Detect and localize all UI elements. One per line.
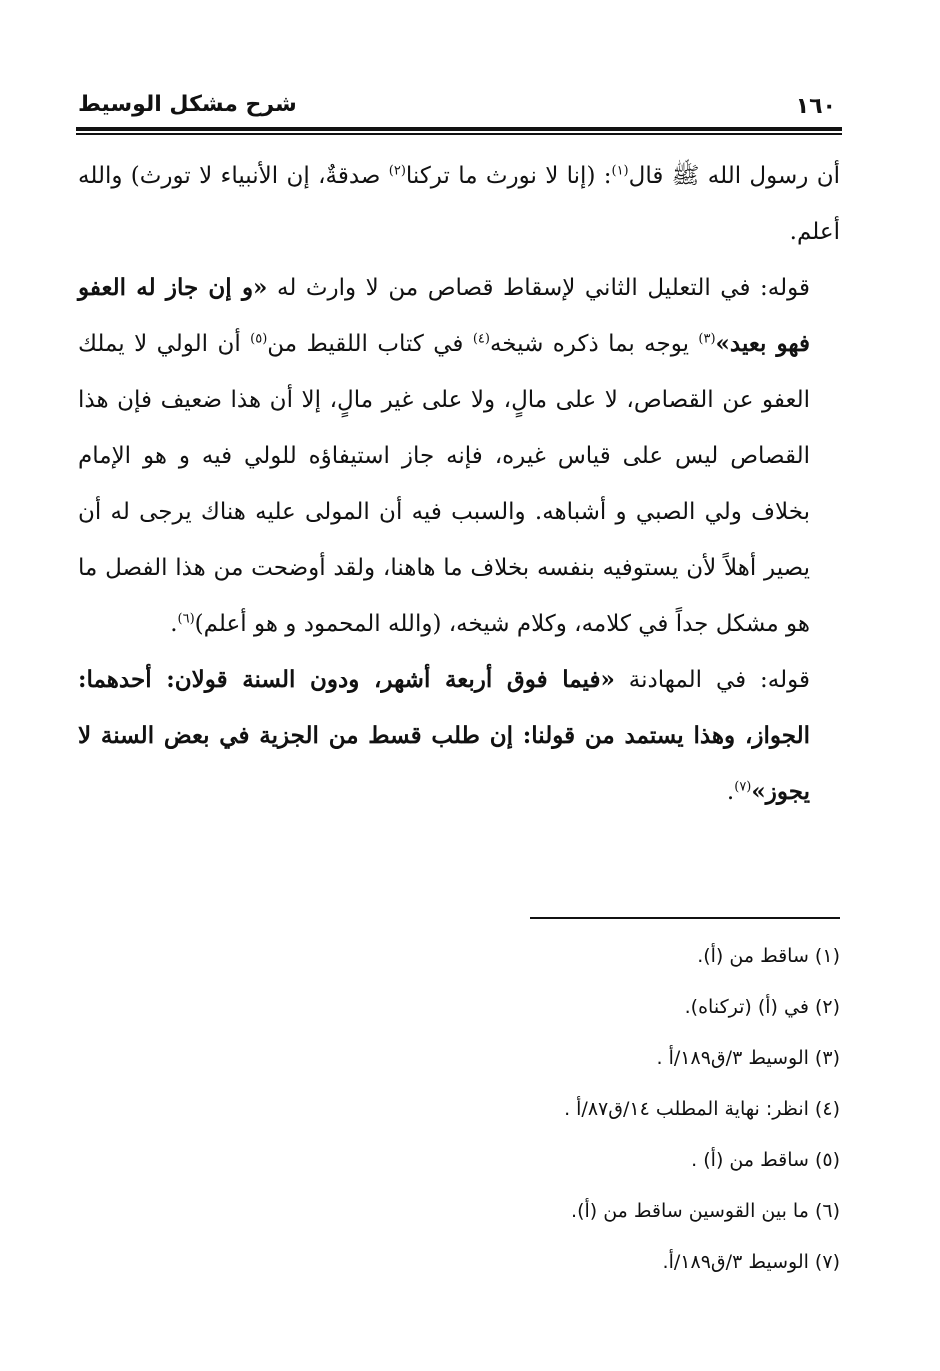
text-segment: أن الولي لا يملك العفو عن القصاص، لا على مالٍ، ولا على غير مالٍ، إلا أن هذا ضعيف فإن هذا القصاص ليس على قياس غيره، فإنه جاز استيفاؤه للولي فيه و هو الإمام بخلاف ولي الصبي و أشباهه. والسبب فيه أن المولى عليه هناك يرجى له أن يصير أهلاً لأن يستوفيه بنفسه بخلاف ما هاهنا، ولقد أوضحت من هذا الفصل ما هو مشكل جداً في كلامه، وكلام شيخه، (والله المحمود و هو أعلم) xyxy=(78,331,810,637)
footnote-ref: (٦) xyxy=(177,611,195,627)
text-segment: يوجه بما ذكره شيخه xyxy=(489,331,699,357)
footnote-5: (٥) ساقط من (أ) . xyxy=(691,1149,840,1171)
footnote-ref: (١) xyxy=(611,163,629,179)
footnote-1: (١) ساقط من (أ). xyxy=(697,945,840,967)
footnote-7: (٧) الوسيط ٣/ق١٨٩/أ. xyxy=(662,1251,840,1273)
text-segment: : (إنا لا نورث ما تركنا xyxy=(405,163,612,189)
quoted-text: «فيما فوق أربعة أشهر، ودون السنة قولان: أحدهما: الجواز، وهذا يستمد من قولنا: إن طلب قسط من الجزية في بعض السنة لا يجوز» xyxy=(78,666,810,805)
header-rule-thin xyxy=(76,133,842,135)
text-segment: . xyxy=(726,779,735,805)
footnote-ref: (٧) xyxy=(734,779,752,795)
text-segment: قوله: في التعليل الثاني لإسقاط قصاص من لا وارث له xyxy=(267,275,810,301)
footnote-ref: (٤) xyxy=(472,331,490,347)
footnote-4: (٤) انظر: نهاية المطلب ١٤/ق٨٧/أ . xyxy=(564,1098,840,1120)
footnote-ref: (٥) xyxy=(250,331,268,347)
quoted-text: «و إن جاز له العفو فهو بعيد» xyxy=(78,274,811,357)
footnote-2: (٢) في (أ) (تركناه). xyxy=(684,996,840,1018)
text-segment: أن رسول الله ﷺ قال xyxy=(628,163,840,189)
text-segment: قوله: في المهادنة xyxy=(614,667,810,693)
main-text xyxy=(78,148,840,820)
paragraph-3 xyxy=(78,652,840,820)
footnote-separator xyxy=(530,917,840,919)
footnotes xyxy=(140,940,840,1297)
text-segment: صدقةٌ، إن الأنبياء لا تورث) والله أعلم. xyxy=(78,163,840,245)
footnote-3: (٣) الوسيط ٣/ق١٨٩/أ . xyxy=(656,1047,840,1069)
footnote-ref: (٣) xyxy=(698,331,716,347)
paragraph-1 xyxy=(78,148,840,260)
footnote-6: (٦) ما بين القوسين ساقط من (أ). xyxy=(571,1200,840,1222)
running-header xyxy=(78,92,840,128)
text-segment: . xyxy=(170,611,178,637)
running-title: شرح مشكل الوسيط xyxy=(78,92,297,117)
header-rule-thick xyxy=(76,127,842,131)
page-number: ١٦٠ xyxy=(795,94,836,119)
text-segment: في كتاب اللقيط من xyxy=(267,331,473,357)
paragraph-2 xyxy=(78,260,840,652)
footnote-ref: (٢) xyxy=(388,163,406,179)
